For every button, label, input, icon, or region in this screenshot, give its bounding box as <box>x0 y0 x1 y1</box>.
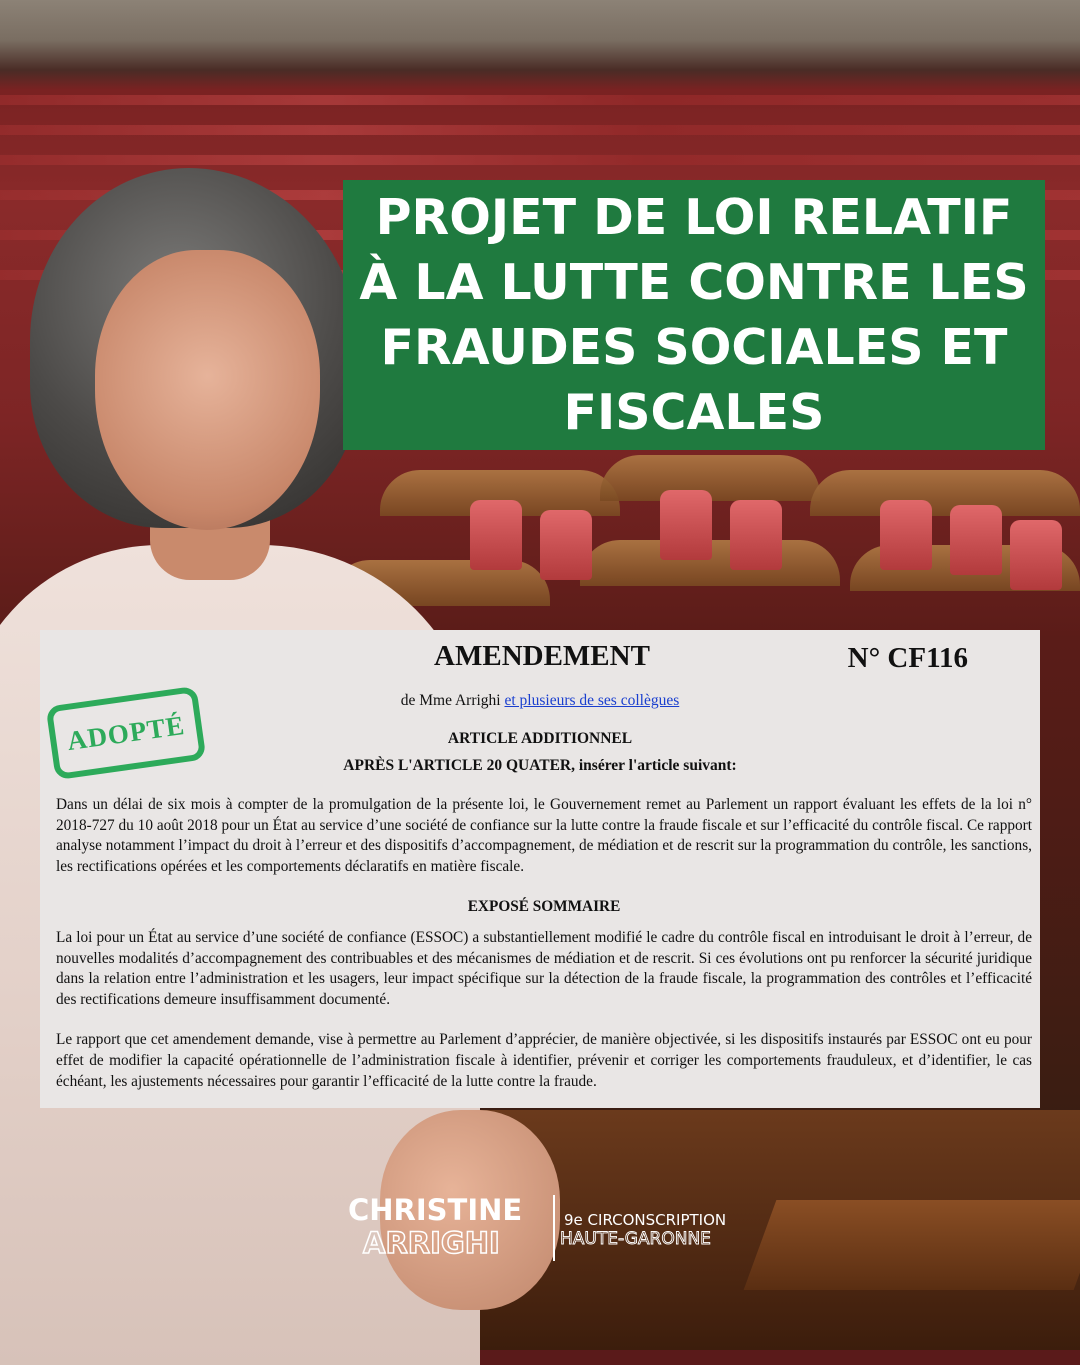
document-title: AMENDEMENT <box>434 640 650 672</box>
author-prefix: de Mme Arrighi <box>400 692 505 709</box>
headline-banner <box>343 180 1045 450</box>
expose-paragraph-2: Le rapport que cet amendement demande, vise à permettre au Parlement d’apprécier, de manière objectivée, si les dispositifs instaurés par ESSOC ont eu pour effet de modifier la capacité opérationnelle de l’administration fiscale à identifier, prévenir et corriger les comportements frauduleux, et d’identifier, le cas échéant, les ajustements nécessaires pour garantir l’efficacité de la lutte contre la fraude. <box>56 1031 1032 1090</box>
article-instruction: APRÈS L'ARTICLE 20 QUATER, insérer l'article suivant: <box>343 757 737 774</box>
amendment-number: N° CF116 <box>847 642 968 674</box>
first-name: CHRISTINE <box>348 1193 523 1227</box>
signature-divider <box>553 1195 555 1261</box>
department-label: HAUTE-GARONNE <box>560 1229 711 1249</box>
last-name: ARRIGHI <box>363 1226 500 1260</box>
adopted-stamp: ADOPTÉ <box>46 686 207 780</box>
expose-title: EXPOSÉ SOMMAIRE <box>467 898 621 916</box>
amendment-document <box>40 630 1040 1108</box>
article-heading: ARTICLE ADDITIONNEL <box>447 730 633 747</box>
district-label: 9e CIRCONSCRIPTION <box>564 1211 727 1229</box>
expose-paragraph-1: La loi pour un État au service d’une société de confiance (ESSOC) a substantiellement modifié le cadre du contrôle fiscal en introduisant le droit à l’erreur, de nouvelles modalités d’accompagnement des contribuables et des mécanismes de médiation et de rescrit. Si ces évolutions ont pu renforcer la sécurité juridique dans la relation entre l’administration et les usagers, leur impact spécifique sur la détection de la fraude fiscale, la programmation des contrôles et l’efficacité des rectifications demeure insuffisamment documenté. <box>56 928 1032 1008</box>
article-text: Dans un délai de six mois à compter de la promulgation de la présente loi, le Gouvernement remet au Parlement un rapport évaluant les effets de la loi n° 2018-727 du 10 août 2018 pour un État au service d’une société de confiance sur la lutte contre la fraude fiscale et sur l’efficacité du contrôle fiscal. Ce rapport analyse notamment l’impact du droit à l’erreur et des dispositifs d’accompagnement, de médiation et de rescrit sur la programmation du contrôle, les sanctions, les rectifications opérées et les comportements déclaratifs en matière fiscale. <box>56 796 1032 875</box>
headline-title: PROJET DE LOI RELATIF À LA LUTTE CONTRE LES FRAUDES SOCIALES ET FISCALES <box>359 189 1029 441</box>
co-authors-link[interactable]: et plusieurs de ses collègues <box>504 692 680 709</box>
document-body <box>56 795 1032 1112</box>
